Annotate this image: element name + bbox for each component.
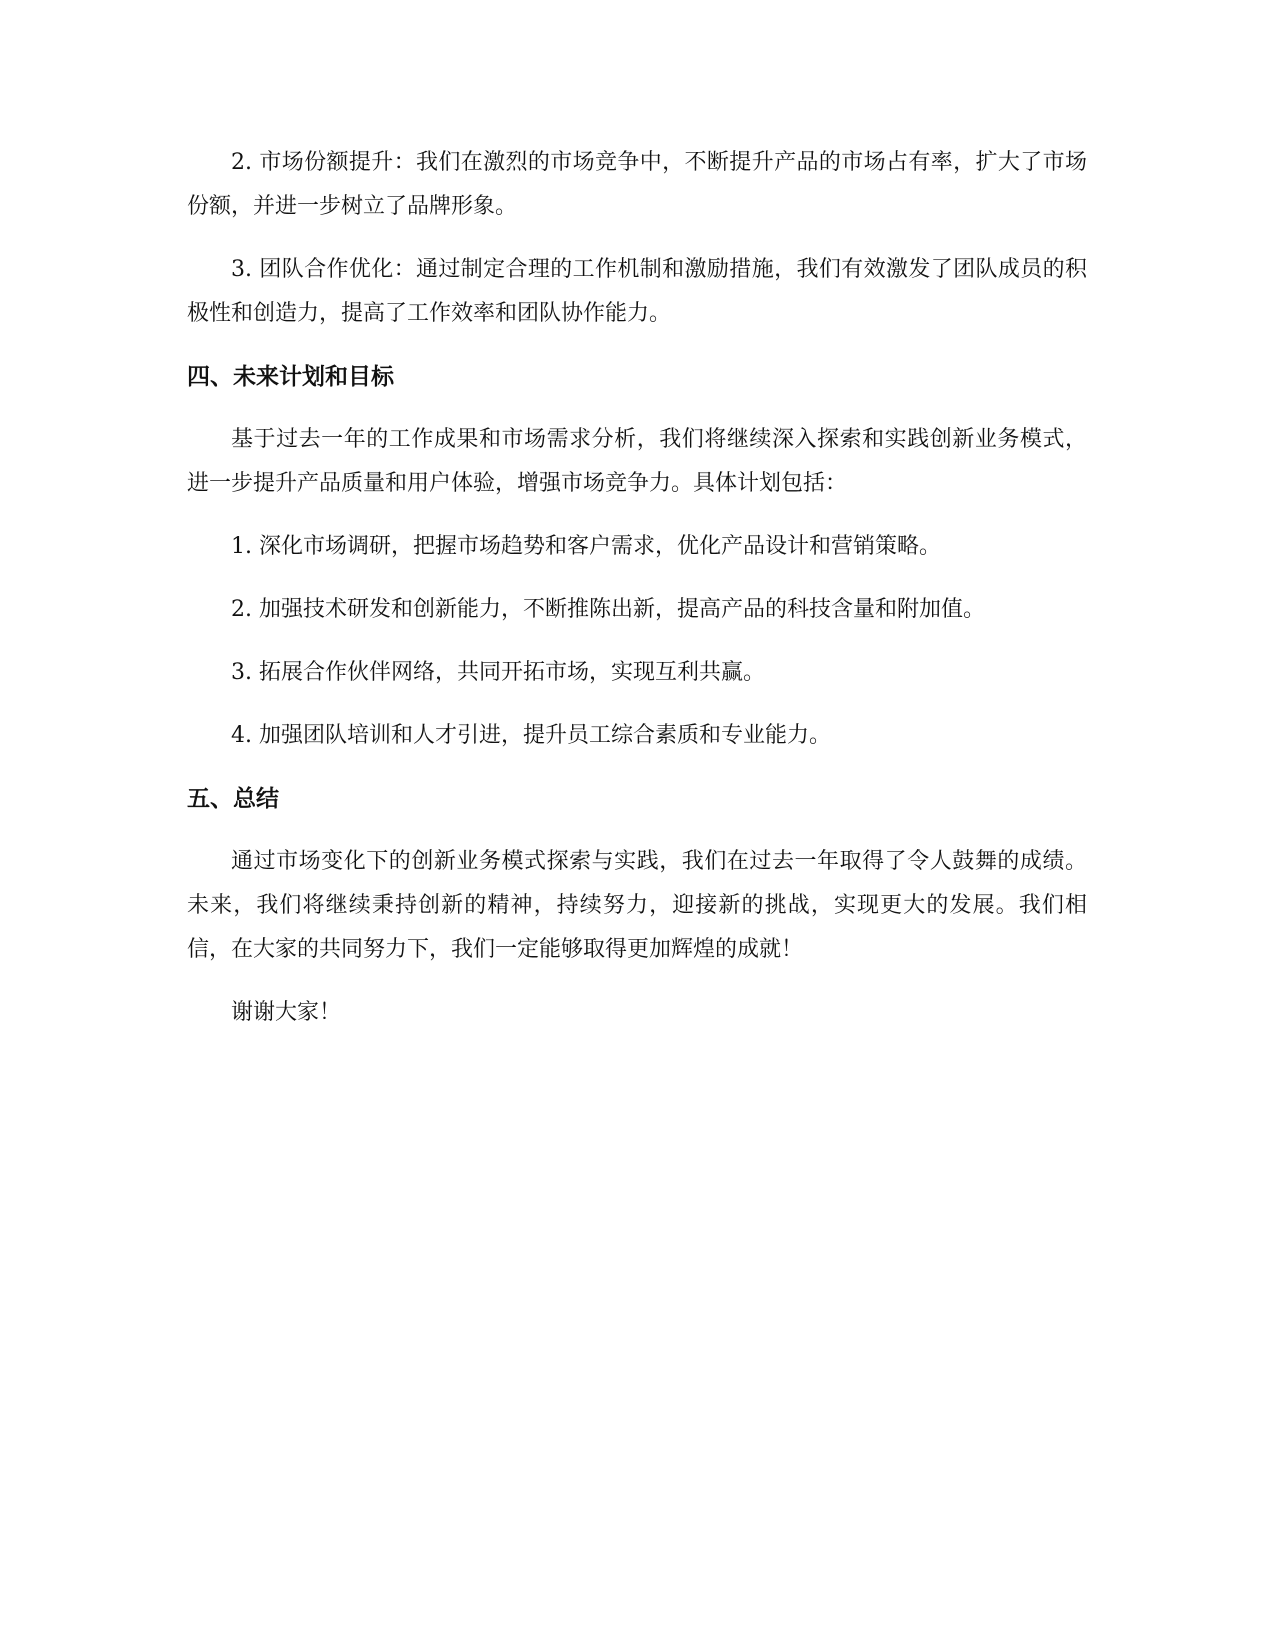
closing-thanks: 谢谢大家！ xyxy=(231,1000,342,1025)
paragraph-summary: 通过市场变化下的创新业务模式探索与实践，我们在过去一年取得了令人鼓舞的成绩。未来，我们将继续秉持创新的精神，持续努力，迎接新的挑战，实现更大的发展。我们相信，在大家的共同努力下，我们一定能够取得更加辉煌的成就！ xyxy=(187,849,1087,962)
paragraph-future-intro: 基于过去一年的工作成果和市场需求分析，我们将继续深入探索和实践创新业务模式，进一步提升产品质量和用户体验，增强市场竞争力。具体计划包括： xyxy=(187,427,1087,496)
section-heading-summary: 五、总结 xyxy=(187,786,279,812)
paragraph-market-share: 2. 市场份额提升：我们在激烈的市场竞争中，不断提升产品的市场占有率，扩大了市场份额，并进一步树立了品牌形象。 xyxy=(187,150,1087,219)
section-heading-future-plans: 四、未来计划和目标 xyxy=(187,364,394,390)
document-body xyxy=(187,141,1087,1054)
plan-item: 2. 加强技术研发和创新能力，不断推陈出新，提高产品的科技含量和附加值。 xyxy=(231,597,985,622)
paragraph-team-optimization: 3. 团队合作优化：通过制定合理的工作机制和激励措施，我们有效激发了团队成员的积极性和创造力，提高了工作效率和团队协作能力。 xyxy=(187,257,1087,326)
plan-item: 1. 深化市场调研，把握市场趋势和客户需求，优化产品设计和营销策略。 xyxy=(231,534,941,559)
plan-item: 4. 加强团队培训和人才引进，提升员工综合素质和专业能力。 xyxy=(231,723,831,748)
plan-item: 3. 拓展合作伙伴网络，共同开拓市场，实现互利共赢。 xyxy=(231,660,765,685)
